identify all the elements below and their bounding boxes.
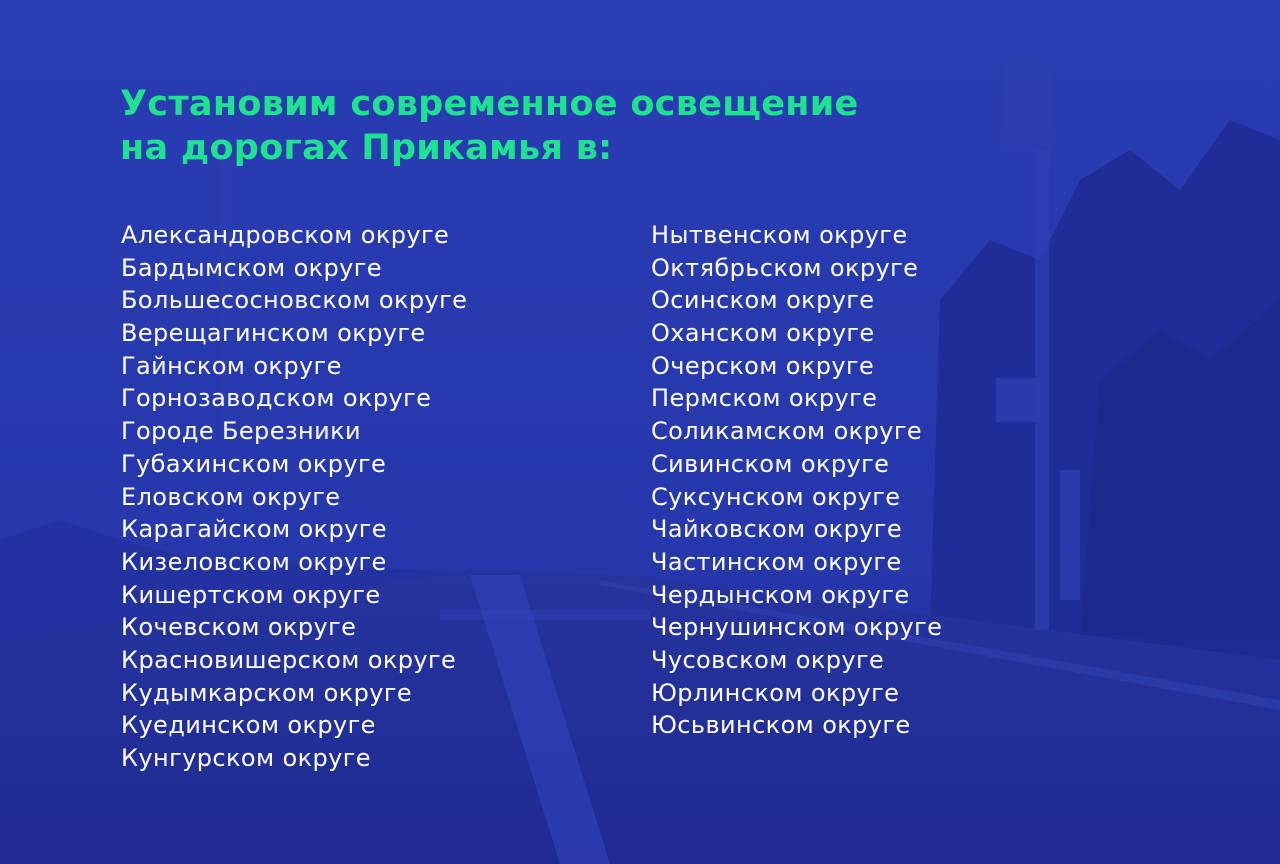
district-item: Чайковском округе: [651, 515, 902, 544]
district-item: Осинском округе: [651, 286, 875, 315]
district-item: Городе Березники: [121, 417, 362, 446]
district-list-right: [651, 219, 942, 742]
district-list-left: [121, 219, 467, 775]
district-item: Пермском округе: [651, 384, 878, 413]
district-item: Чернушинском округе: [651, 613, 943, 642]
district-item: Кишертском округе: [121, 580, 381, 609]
district-item: Кочевском округе: [121, 613, 357, 642]
headline-line-1: Установим современное освещение: [120, 84, 859, 124]
district-item: Частинском округе: [651, 547, 902, 576]
district-item: Сивинском округе: [651, 449, 890, 478]
district-item: Чусовском округе: [651, 645, 885, 674]
headline-line-2: на дорогах Прикамья в:: [120, 128, 613, 168]
district-item: Карагайском округе: [121, 515, 387, 544]
district-item: Нытвенском округе: [651, 221, 908, 249]
district-item: Большесосновском округе: [121, 286, 468, 315]
district-item: Кизеловском округе: [121, 547, 387, 576]
district-item: Губахинском округе: [121, 449, 387, 478]
district-item: Соликамском округе: [651, 417, 922, 446]
district-item: Бардымском округе: [121, 253, 382, 282]
district-item: Оханском округе: [651, 319, 875, 348]
district-item: Очерском округе: [651, 351, 875, 380]
district-item: Юсьвинском округе: [651, 711, 911, 740]
district-item: Александровском округе: [121, 221, 450, 249]
district-item: Юрлинском округе: [651, 678, 900, 707]
district-item: Кунгурском округе: [121, 744, 371, 772]
district-item: Верещагинском округе: [121, 319, 426, 348]
district-item: Горнозаводском округе: [121, 384, 432, 413]
district-item: Куединском округе: [121, 711, 376, 740]
district-item: Чердынском округе: [651, 580, 910, 609]
district-item: Красновишерском округе: [121, 645, 457, 674]
district-item: Октябрьском округе: [651, 253, 919, 282]
district-item: Еловском округе: [121, 482, 341, 511]
district-item: Гайнском округе: [121, 351, 342, 380]
district-item: Кудымкарском округе: [121, 678, 413, 707]
headline: [120, 82, 859, 170]
district-item: Суксунском округе: [651, 482, 901, 511]
